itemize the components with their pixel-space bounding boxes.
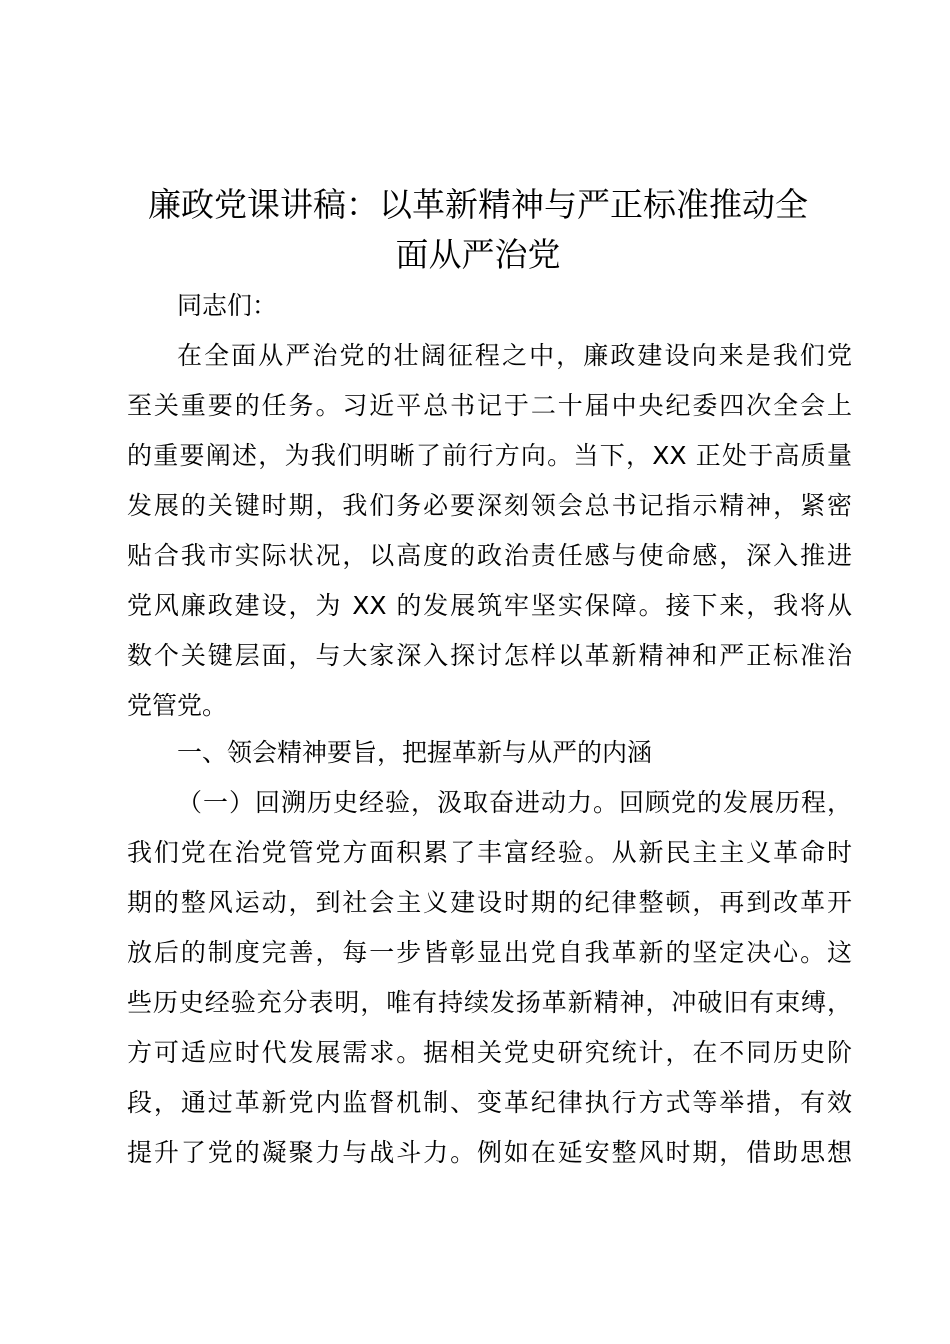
- paragraph-line: （一）回溯历史经验，汲取奋进动力。回顾党的发展历程，: [177, 788, 852, 817]
- paragraph-line: 提升了党的凝聚力与战斗力。例如在延安整风时期，借助思想: [127, 1138, 852, 1167]
- paragraph-line: 期的整风运动，到社会主义建设时期的纪律整顿，再到改革开: [127, 888, 852, 917]
- paragraph-line: 党风廉政建设，为 XX 的发展筑牢坚实保障。接下来，我将从: [127, 591, 852, 620]
- title-line-1: 廉政党课讲稿：以革新精神与严正标准推动全: [148, 185, 808, 224]
- paragraph-line: 方可适应时代发展需求。据相关党史研究统计，在不同历史阶: [127, 1038, 852, 1067]
- document-title: [120, 180, 836, 280]
- paragraph-line: 放后的制度完善，每一步皆彰显出党自我革新的坚定决心。这: [127, 938, 852, 967]
- paragraph-line: 在全面从严治党的壮阔征程之中，廉政建设向来是我们党: [177, 341, 852, 370]
- paragraph-line: 数个关键层面，与大家深入探讨怎样以革新精神和严正标准治: [127, 641, 852, 670]
- paragraph-line: 贴合我市实际状况，以高度的政治责任感与使命感，深入推进: [127, 541, 852, 570]
- greeting: 同志们：: [177, 291, 278, 320]
- title-line-2: 面从严治党: [395, 235, 561, 274]
- paragraph-line: 党管党。: [127, 691, 228, 720]
- paragraph-line: 发展的关键时期，我们务必要深刻领会总书记指示精神，紧密: [127, 491, 852, 520]
- paragraph-history: [127, 778, 852, 1178]
- section-heading-1: 一、领会精神要旨，把握革新与从严的内涵: [177, 738, 653, 767]
- paragraph-intro: [127, 331, 852, 731]
- paragraph-line: 我们党在治党管党方面积累了丰富经验。从新民主主义革命时: [127, 838, 852, 867]
- paragraph-line: 段，通过革新党内监督机制、变革纪律执行方式等举措，有效: [127, 1088, 852, 1117]
- paragraph-line: 的重要阐述，为我们明晰了前行方向。当下，XX 正处于高质量: [127, 441, 852, 470]
- paragraph-line: 些历史经验充分表明，唯有持续发扬革新精神，冲破旧有束缚，: [127, 988, 852, 1017]
- paragraph-line: 至关重要的任务。习近平总书记于二十届中央纪委四次全会上: [127, 391, 852, 420]
